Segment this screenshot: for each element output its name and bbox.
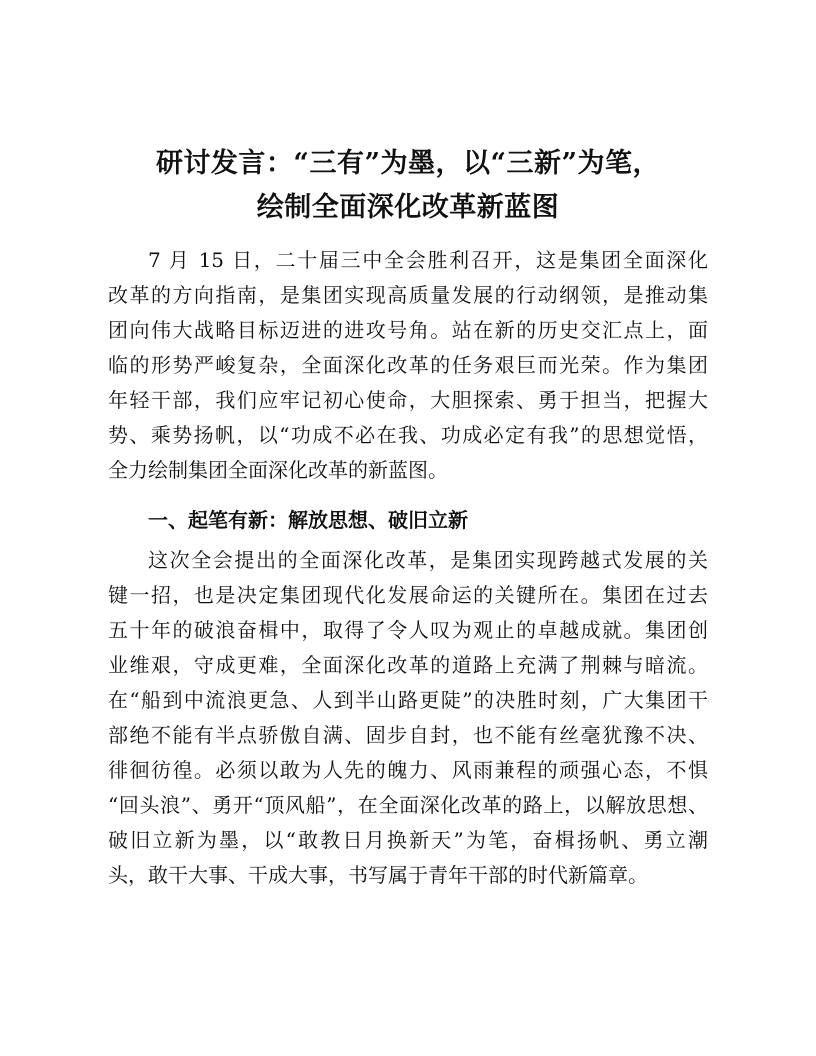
section-1-heading: 一、起笔有新：解放思想、破旧立新 [148, 508, 468, 532]
paragraph-2-line: “回头浪”、勇开“顶风船”，在全面深化改革的路上，以解放思想、 [108, 793, 708, 817]
paragraph-1-line: 临的形势严峻复杂，全面深化改革的任务艰巨而光荣。作为集团 [108, 353, 708, 377]
paragraph-2-line: 破旧立新为墨，以“敢教日月换新天”为笔，奋楫扬帆、勇立潮 [108, 828, 708, 852]
document-title-line-1: 研讨发言：“三有”为墨，以“三新”为笔， [155, 148, 661, 179]
paragraph-1-line: 改革的方向指南，是集团实现高质量发展的行动纲领，是推动集 [108, 283, 708, 307]
paragraph-2-line: 徘徊彷徨。必须以敢为人先的魄力、风雨兼程的顽强心态，不惧 [108, 758, 708, 782]
paragraph-2-line: 部绝不能有半点骄傲自满、固步自封，也不能有丝毫犹豫不决、 [108, 723, 708, 747]
paragraph-2-line: 在“船到中流浪更急、人到半山路更陡”的决胜时刻，广大集团干 [108, 688, 708, 712]
paragraph-2-line: 头，敢干大事、干成大事，书写属于青年干部的时代新篇章。 [108, 863, 648, 887]
paragraph-1-line: 全力绘制集团全面深化改革的新蓝图。 [108, 458, 448, 482]
paragraph-2-line: 五十年的破浪奋楫中，取得了令人叹为观止的卓越成就。集团创 [108, 618, 708, 642]
paragraph-2-line: 这次全会提出的全面深化改革，是集团实现跨越式发展的关 [148, 548, 708, 572]
paragraph-1-line: 7 月 15 日，二十届三中全会胜利召开，这是集团全面深化 [148, 248, 708, 272]
paragraph-1-line: 年轻干部，我们应牢记初心使命，大胆探索、勇于担当，把握大 [108, 388, 708, 412]
paragraph-2-line: 业维艰，守成更难，全面深化改革的道路上充满了荆棘与暗流。 [108, 653, 708, 677]
paragraph-1-line: 势、乘势扬帆，以“功成不必在我、功成必定有我”的思想觉悟， [108, 423, 708, 447]
paragraph-1-line: 团向伟大战略目标迈进的进攻号角。站在新的历史交汇点上，面 [108, 318, 708, 342]
paragraph-2-line: 键一招，也是决定集团现代化发展命运的关键所在。集团在过去 [108, 583, 708, 607]
document-title-line-2: 绘制全面深化改革新蓝图 [256, 192, 560, 223]
